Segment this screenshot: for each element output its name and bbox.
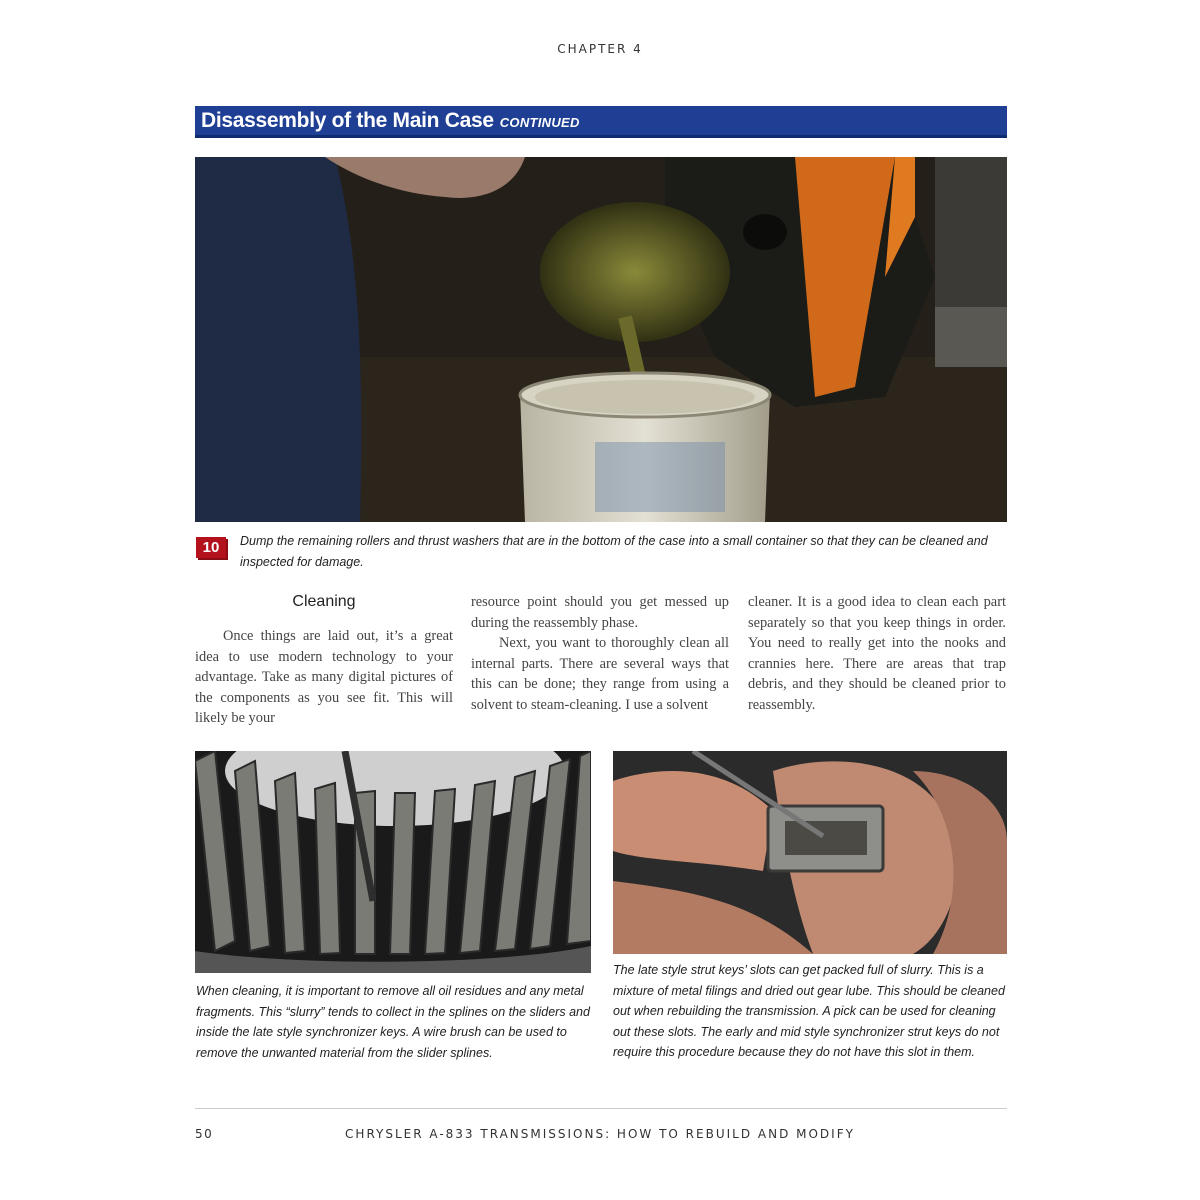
section-title-text: Disassembly of the Main Case <box>201 109 494 132</box>
text-column-2 <box>471 592 729 715</box>
paragraph: resource point should you get messed up during the reassembly phase. <box>471 594 729 631</box>
section-title <box>201 109 580 133</box>
paragraph: Once things are laid out, it’s a great idea to use modern technology to your advantage. Take as many digital pictures of the components as you see fit. This will likely be your <box>195 628 453 726</box>
step-caption: Dump the remaining rollers and thrust washers that are in the bottom of the case into a small container so that they can be cleaned and inspected for damage. <box>240 534 988 569</box>
text-column-1 <box>195 592 453 729</box>
section-heading-cleaning: Cleaning <box>292 593 356 610</box>
photo-oil-draining <box>195 157 1007 522</box>
text-column-3 <box>748 592 1006 715</box>
chapter-label: CHAPTER 4 <box>557 42 643 56</box>
photo-gear-splines <box>195 751 591 973</box>
photo-caption-right: The late style strut keys’ slots can get packed full of slurry. This is a mixture of metal filings and dried out gear lube. This should be cleaned out when rebuilding the transmission. A pick can be used for cleaning out these slots. The early and mid style synchronizer strut keys do not require this procedure because they do not have this slot in them. <box>613 963 1005 1059</box>
step-number-badge: 10 <box>196 537 226 558</box>
photo-strut-key-pick <box>613 751 1007 954</box>
running-title: CHRYSLER A-833 TRANSMISSIONS: HOW TO REBUILD AND MODIFY <box>345 1127 855 1141</box>
photo-caption-left: When cleaning, it is important to remove all oil residues and any metal fragments. This “slurry” tends to collect in the splines on the sliders and inside the late style synchronizer keys. A wire brush can be used to remove the unwanted material from the slider splines. <box>196 984 590 1060</box>
section-banner <box>195 106 1007 138</box>
page-number: 50 <box>195 1127 214 1141</box>
footer-divider <box>195 1108 1007 1109</box>
paragraph: Next, you want to thoroughly clean all internal parts. There are several ways that this can be done; they range from using a solvent to steam-cleaning. I use a solvent <box>471 635 729 713</box>
section-continued-label: CONTINUED <box>499 115 580 130</box>
paragraph: cleaner. It is a good idea to clean each part separately so that you keep things in order. You need to really get into the nooks and crannies here. There are areas that trap debris, and they should be cleaned prior to reassembly. <box>748 594 1006 713</box>
